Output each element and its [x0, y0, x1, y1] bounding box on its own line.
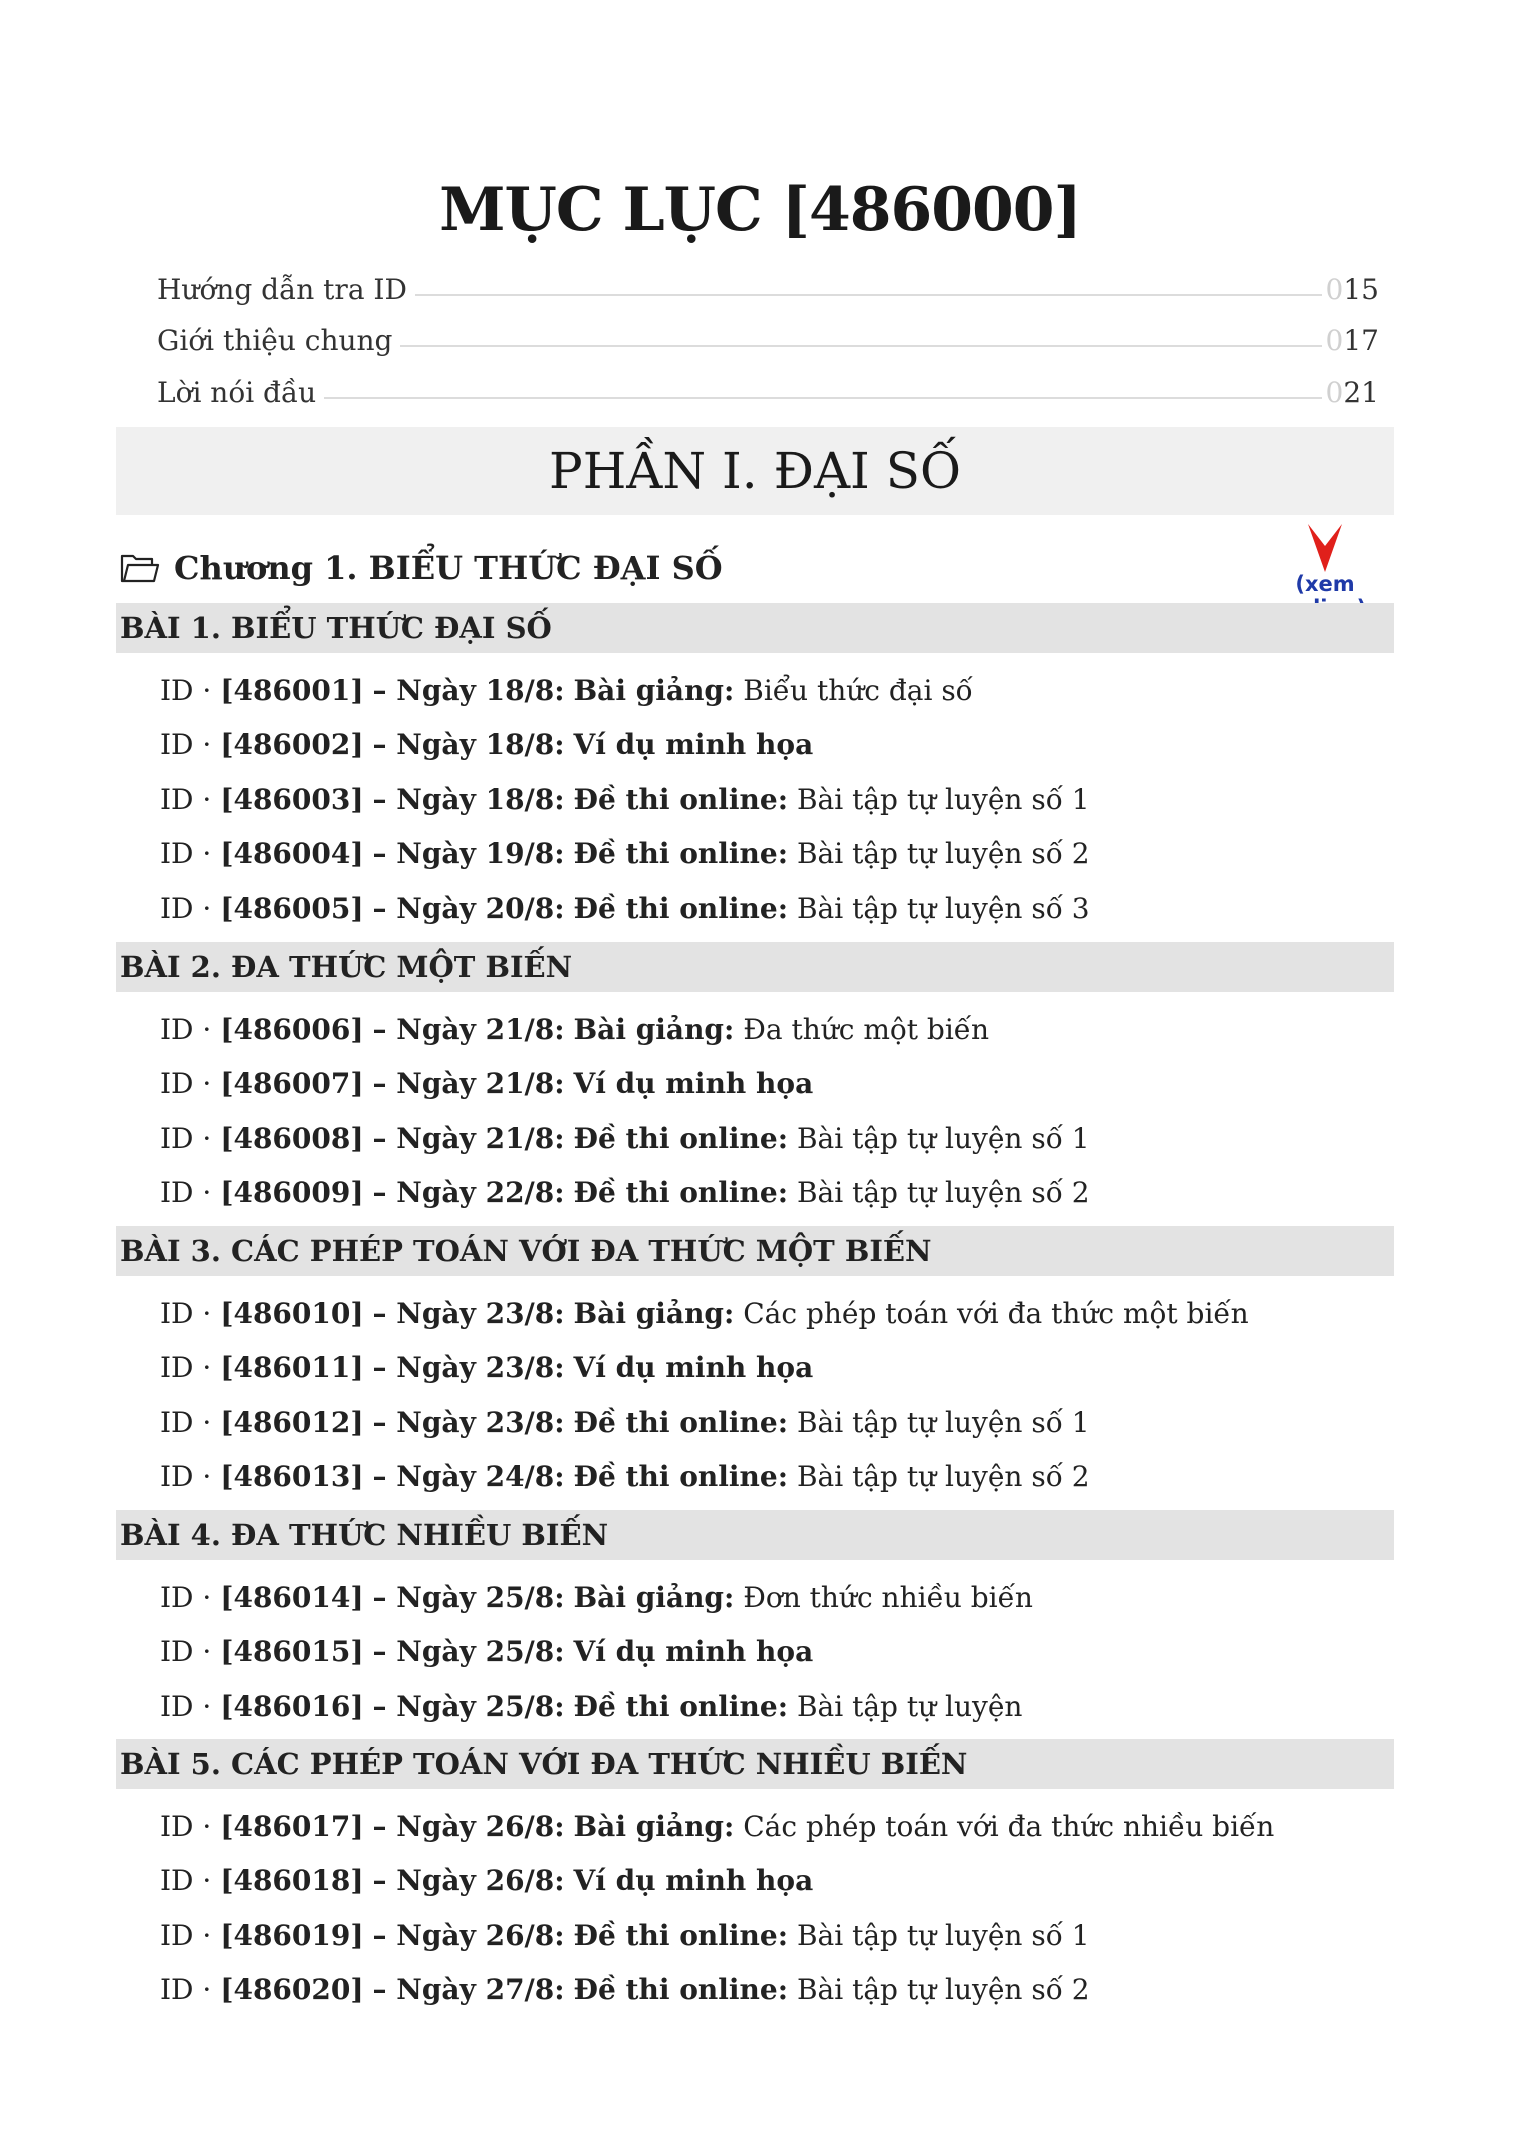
toc-item[interactable]: [160, 1345, 813, 1391]
id-prefix: ID ·: [160, 1810, 212, 1843]
item-id: [486020]: [220, 1973, 364, 2006]
item-kind: Đề thi online:: [573, 1122, 789, 1155]
item-date: – Ngày 24/8:: [372, 1460, 565, 1493]
toc-item[interactable]: [160, 1913, 1090, 1959]
toc-item[interactable]: [160, 1400, 1090, 1446]
toc-line-loi-noi-dau[interactable]: [157, 365, 1379, 409]
item-date: – Ngày 25/8:: [372, 1690, 565, 1723]
toc-item[interactable]: [160, 1116, 1090, 1162]
item-id: [486003]: [220, 783, 364, 816]
item-kind: Đề thi online:: [573, 837, 789, 870]
item-id: [486013]: [220, 1460, 364, 1493]
item-date: – Ngày 18/8:: [372, 783, 565, 816]
item-date: – Ngày 20/8:: [372, 892, 565, 925]
toc-line-gioi-thieu[interactable]: [157, 313, 1379, 357]
item-date: – Ngày 18/8:: [372, 728, 565, 761]
item-kind: Đề thi online:: [573, 1176, 789, 1209]
item-id: [486018]: [220, 1864, 364, 1897]
toc-line-huong-dan[interactable]: [157, 262, 1379, 306]
item-kind: Ví dụ minh họa: [573, 1351, 814, 1384]
lesson-header: BÀI 4. ĐA THỨC NHIỀU BIẾN: [116, 1510, 1394, 1560]
toc-item[interactable]: [160, 1858, 813, 1904]
toc-item[interactable]: [160, 668, 973, 714]
toc-label: Hướng dẫn tra ID: [157, 273, 407, 306]
item-description: Bài tập tự luyện số 2: [796, 1973, 1090, 2006]
item-kind: Ví dụ minh họa: [573, 1864, 814, 1897]
toc-item[interactable]: [160, 1575, 1033, 1621]
id-prefix: ID ·: [160, 1635, 212, 1668]
item-description: Đa thức một biến: [743, 1013, 990, 1046]
toc-item[interactable]: [160, 1170, 1090, 1216]
item-kind: Đề thi online:: [573, 783, 789, 816]
item-date: – Ngày 23/8:: [372, 1297, 565, 1330]
id-prefix: ID ·: [160, 1460, 212, 1493]
toc-item[interactable]: [160, 831, 1090, 877]
item-kind: Đề thi online:: [573, 1919, 789, 1952]
toc-label: Lời nói đầu: [157, 376, 317, 409]
item-kind: Bài giảng:: [573, 1810, 735, 1843]
item-description: Đơn thức nhiều biến: [743, 1581, 1033, 1614]
item-date: – Ngày 26/8:: [372, 1864, 565, 1897]
item-kind: Đề thi online:: [573, 1690, 789, 1723]
item-date: – Ngày 21/8:: [372, 1067, 565, 1100]
id-prefix: ID ·: [160, 1067, 212, 1100]
item-date: – Ngày 23/8:: [372, 1351, 565, 1384]
item-date: – Ngày 21/8:: [372, 1013, 565, 1046]
item-date: – Ngày 21/8:: [372, 1122, 565, 1155]
id-prefix: ID ·: [160, 1351, 212, 1384]
toc-item[interactable]: [160, 1291, 1249, 1337]
item-id: [486019]: [220, 1919, 364, 1952]
id-prefix: ID ·: [160, 674, 212, 707]
toc-page-number: 021: [1325, 376, 1379, 409]
toc-item[interactable]: [160, 1804, 1274, 1850]
item-id: [486014]: [220, 1581, 364, 1614]
item-kind: Đề thi online:: [573, 1973, 789, 2006]
item-id: [486010]: [220, 1297, 364, 1330]
item-description: Các phép toán với đa thức nhiều biến: [743, 1810, 1275, 1843]
chapter-heading: [120, 540, 723, 596]
item-id: [486015]: [220, 1635, 364, 1668]
item-id: [486017]: [220, 1810, 364, 1843]
id-prefix: ID ·: [160, 1176, 212, 1209]
toc-item[interactable]: [160, 1684, 1022, 1730]
red-arrow-icon: [1252, 520, 1398, 576]
item-kind: Ví dụ minh họa: [573, 1635, 814, 1668]
lesson-header: BÀI 3. CÁC PHÉP TOÁN VỚI ĐA THỨC MỘT BIẾN: [116, 1226, 1394, 1276]
item-id: [486008]: [220, 1122, 364, 1155]
item-description: Bài tập tự luyện số 1: [796, 1919, 1090, 1952]
item-description: Các phép toán với đa thức một biến: [743, 1297, 1249, 1330]
id-prefix: ID ·: [160, 837, 212, 870]
item-description: Bài tập tự luyện số 1: [796, 1122, 1090, 1155]
item-description: Bài tập tự luyện số 3: [796, 892, 1090, 925]
xem-online-label: (xem: [1295, 572, 1355, 596]
id-prefix: ID ·: [160, 1919, 212, 1952]
item-description: Bài tập tự luyện: [796, 1690, 1023, 1723]
id-prefix: ID ·: [160, 1297, 212, 1330]
id-prefix: ID ·: [160, 1122, 212, 1155]
item-kind: Bài giảng:: [573, 1013, 735, 1046]
toc-item[interactable]: [160, 1007, 989, 1053]
toc-page-number: 017: [1325, 324, 1379, 357]
toc-item[interactable]: [160, 1061, 813, 1107]
id-prefix: ID ·: [160, 1581, 212, 1614]
id-prefix: ID ·: [160, 1013, 212, 1046]
toc-page-number: 015: [1325, 273, 1379, 306]
xem-online-link[interactable]: [1252, 520, 1398, 600]
item-id: [486002]: [220, 728, 364, 761]
item-kind: Ví dụ minh họa: [573, 1067, 814, 1100]
item-id: [486006]: [220, 1013, 364, 1046]
item-id: [486007]: [220, 1067, 364, 1100]
page-title: MỤC LỤC [486000]: [439, 175, 1081, 245]
item-description: Bài tập tự luyện số 2: [796, 1176, 1090, 1209]
toc-item[interactable]: [160, 1967, 1090, 2013]
toc-item[interactable]: [160, 777, 1090, 823]
item-id: [486005]: [220, 892, 364, 925]
item-description: Biểu thức đại số: [743, 674, 973, 707]
item-id: [486001]: [220, 674, 364, 707]
item-id: [486004]: [220, 837, 364, 870]
item-date: – Ngày 25/8:: [372, 1581, 565, 1614]
toc-item[interactable]: [160, 886, 1090, 932]
toc-item[interactable]: [160, 722, 813, 768]
item-date: – Ngày 26/8:: [372, 1810, 565, 1843]
item-id: [486016]: [220, 1690, 364, 1723]
dot-leader: [400, 345, 1321, 347]
item-date: – Ngày 23/8:: [372, 1406, 565, 1439]
item-id: [486012]: [220, 1406, 364, 1439]
id-prefix: ID ·: [160, 1864, 212, 1897]
id-prefix: ID ·: [160, 1406, 212, 1439]
lesson-header: BÀI 2. ĐA THỨC MỘT BIẾN: [116, 942, 1394, 992]
item-description: Bài tập tự luyện số 1: [796, 1406, 1090, 1439]
item-date: – Ngày 27/8:: [372, 1973, 565, 2006]
item-kind: Bài giảng:: [573, 1581, 735, 1614]
item-description: Bài tập tự luyện số 1: [796, 783, 1090, 816]
item-description: Bài tập tự luyện số 2: [796, 1460, 1090, 1493]
chapter-title: Chương 1. BIỂU THỨC ĐẠI SỐ: [174, 549, 723, 587]
lesson-header: BÀI 5. CÁC PHÉP TOÁN VỚI ĐA THỨC NHIỀU BIẾN: [116, 1739, 1394, 1789]
item-date: – Ngày 22/8:: [372, 1176, 565, 1209]
item-date: – Ngày 18/8:: [372, 674, 565, 707]
item-kind: Đề thi online:: [573, 1406, 789, 1439]
dot-leader: [324, 397, 1321, 399]
lesson-header: BÀI 1. BIỂU THỨC ĐẠI SỐ: [116, 603, 1394, 653]
dot-leader: [415, 294, 1322, 296]
item-kind: Bài giảng:: [573, 674, 735, 707]
item-id: [486011]: [220, 1351, 364, 1384]
id-prefix: ID ·: [160, 1973, 212, 2006]
toc-item[interactable]: [160, 1629, 813, 1675]
item-description: Bài tập tự luyện số 2: [796, 837, 1090, 870]
id-prefix: ID ·: [160, 1690, 212, 1723]
id-prefix: ID ·: [160, 728, 212, 761]
item-date: – Ngày 19/8:: [372, 837, 565, 870]
folder-icon: [120, 553, 160, 583]
id-prefix: ID ·: [160, 783, 212, 816]
item-date: – Ngày 25/8:: [372, 1635, 565, 1668]
item-kind: Ví dụ minh họa: [573, 728, 814, 761]
item-id: [486009]: [220, 1176, 364, 1209]
item-kind: Bài giảng:: [573, 1297, 735, 1330]
toc-label: Giới thiệu chung: [157, 324, 393, 357]
id-prefix: ID ·: [160, 892, 212, 925]
toc-item[interactable]: [160, 1454, 1090, 1500]
part-banner: PHẦN I. ĐẠI SỐ: [116, 427, 1394, 515]
item-date: – Ngày 26/8:: [372, 1919, 565, 1952]
item-kind: Đề thi online:: [573, 1460, 789, 1493]
item-kind: Đề thi online:: [573, 892, 789, 925]
